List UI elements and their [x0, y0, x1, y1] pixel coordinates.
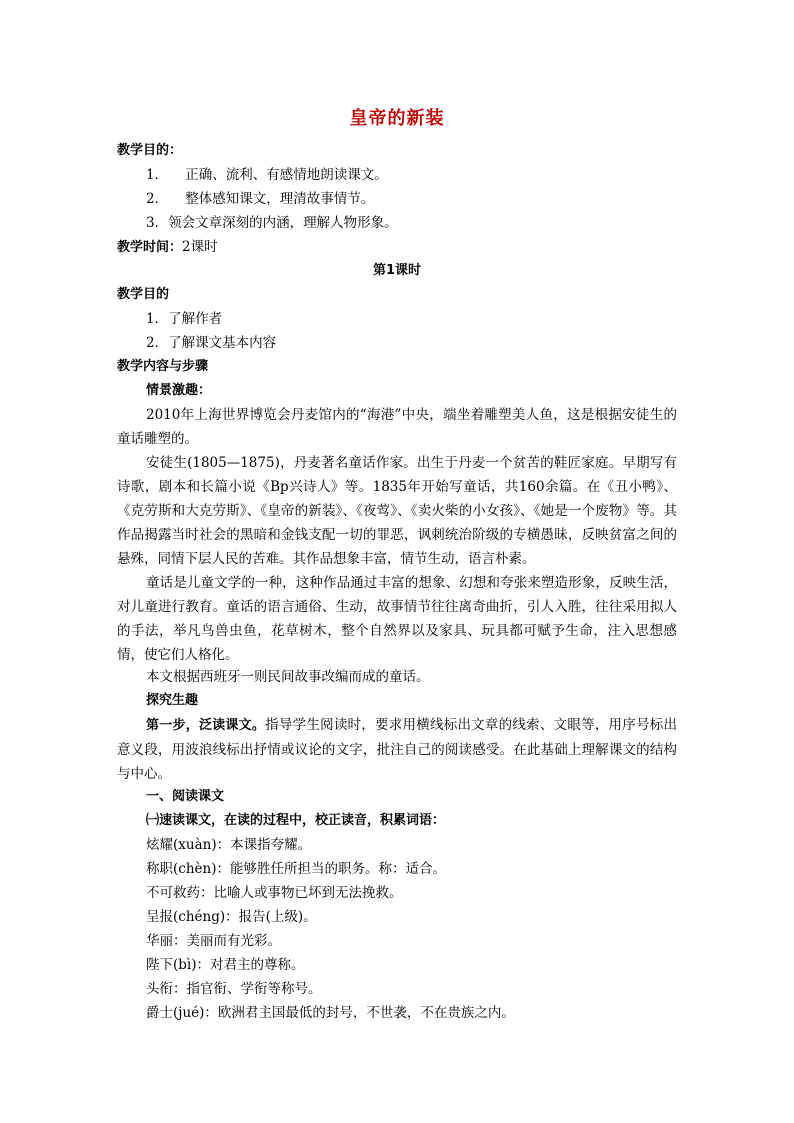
vocab-item: 炫耀(xuàn)：本课指夸耀。 [146, 837, 312, 853]
vocab-item: 爵士(jué)：欧洲君主国最低的封号，不世袭，不在贵族之内。 [146, 1005, 515, 1021]
step1-text: 指导学生阅读时，要求用横线标出文章的线索、文眼等，用序号标出意义段，用波浪线标出抒情或议论的文字，批注自己的阅读感受。在此基础上理解课文的结构与中心。 [117, 717, 677, 782]
objective-item: 1． 正确、流利、有感情地朗读课文。 [146, 167, 388, 183]
vocab-item: 称职(chèn)：能够胜任所担当的职务。称：适合。 [146, 861, 446, 877]
paragraph: 童话是儿童文学的一种，这种作品通过丰富的想象、幻想和夸张来塑造形象，反映生活，对儿童进行教育。童话的语言通俗、生动，故事情节往往离奇曲折，引人入胜，往往采用拟人的手法，举凡鸟兽虫鱼，花草树木，整个自然界以及家具、玩具都可赋予生命，注入思想感情，使它们人格化。 [117, 575, 677, 663]
lesson-objectives-heading: 教学目的 [117, 287, 170, 302]
paragraph: 安徒生(1805—1875)，丹麦著名童话作家。出生于丹麦一个贫苦的鞋匠家庭。早期写有诗歌，剧本和长篇小说《Bp兴诗人》等。1835年开始写童话，共160余篇。在《丑小鸭》、《克劳斯和大克劳斯》、《皇帝的新装》、《夜莺》、《卖火柴的小女孩》、《她是一个废物》等。其作品揭露当时社会的黑暗和金钱支配一切的罪恶，讽刺统治阶级的专横愚昧，反映贫富之间的悬殊，同情下层人民的苦难。其作品想象丰富，情节生动，语言朴素。 [117, 455, 677, 567]
objective-item: 2． 整体感知课文，理清故事情节。 [146, 191, 375, 207]
step1-paragraph [117, 713, 677, 786]
time-value: 2课时 [182, 239, 218, 255]
subsection-heading: ㈠速读课文，在读的过程中，校正读音，积累词语： [146, 813, 446, 828]
objective-item: 3．领会文章深刻的内涵，理解人物形象。 [146, 215, 398, 231]
section1-heading: 一、阅读课文 [146, 789, 225, 804]
lesson-heading: 第1课时 [372, 263, 422, 278]
scene-heading: 情景激趣： [146, 383, 212, 398]
vocab-item: 华丽：美丽而有光彩。 [146, 933, 281, 949]
explore-heading: 探究生趣 [146, 693, 199, 708]
time-label: 教学时间： [117, 240, 183, 255]
vocab-item: 呈报(chéng)：报告(上级)。 [146, 909, 317, 925]
vocab-item: 头衔：指官衔、学衔等称号。 [146, 981, 322, 997]
teaching-time [117, 235, 218, 260]
paragraph: 本文根据西班牙一则民间故事改编而成的童话。 [146, 669, 430, 685]
document-title: 皇帝的新装 [349, 108, 445, 129]
lesson-objective-item: 2．了解课文基本内容 [146, 335, 277, 351]
paragraph: 2010年上海世界博览会丹麦馆内的“海港”中央，端坐着雕塑美人鱼，这是根据安徒生的童话雕塑的。 [117, 407, 677, 447]
content-heading: 教学内容与步骤 [117, 359, 209, 374]
objectives-heading: 教学目的： [117, 143, 183, 158]
vocab-item: 不可救药：比喻人或事物已坏到无法挽救。 [146, 885, 403, 901]
vocab-item: 陛下(bì)：对君主的尊称。 [146, 957, 305, 973]
step1-bold: 第一步，泛读课文。 [146, 718, 266, 733]
lesson-objective-item: 1．了解作者 [146, 311, 223, 327]
